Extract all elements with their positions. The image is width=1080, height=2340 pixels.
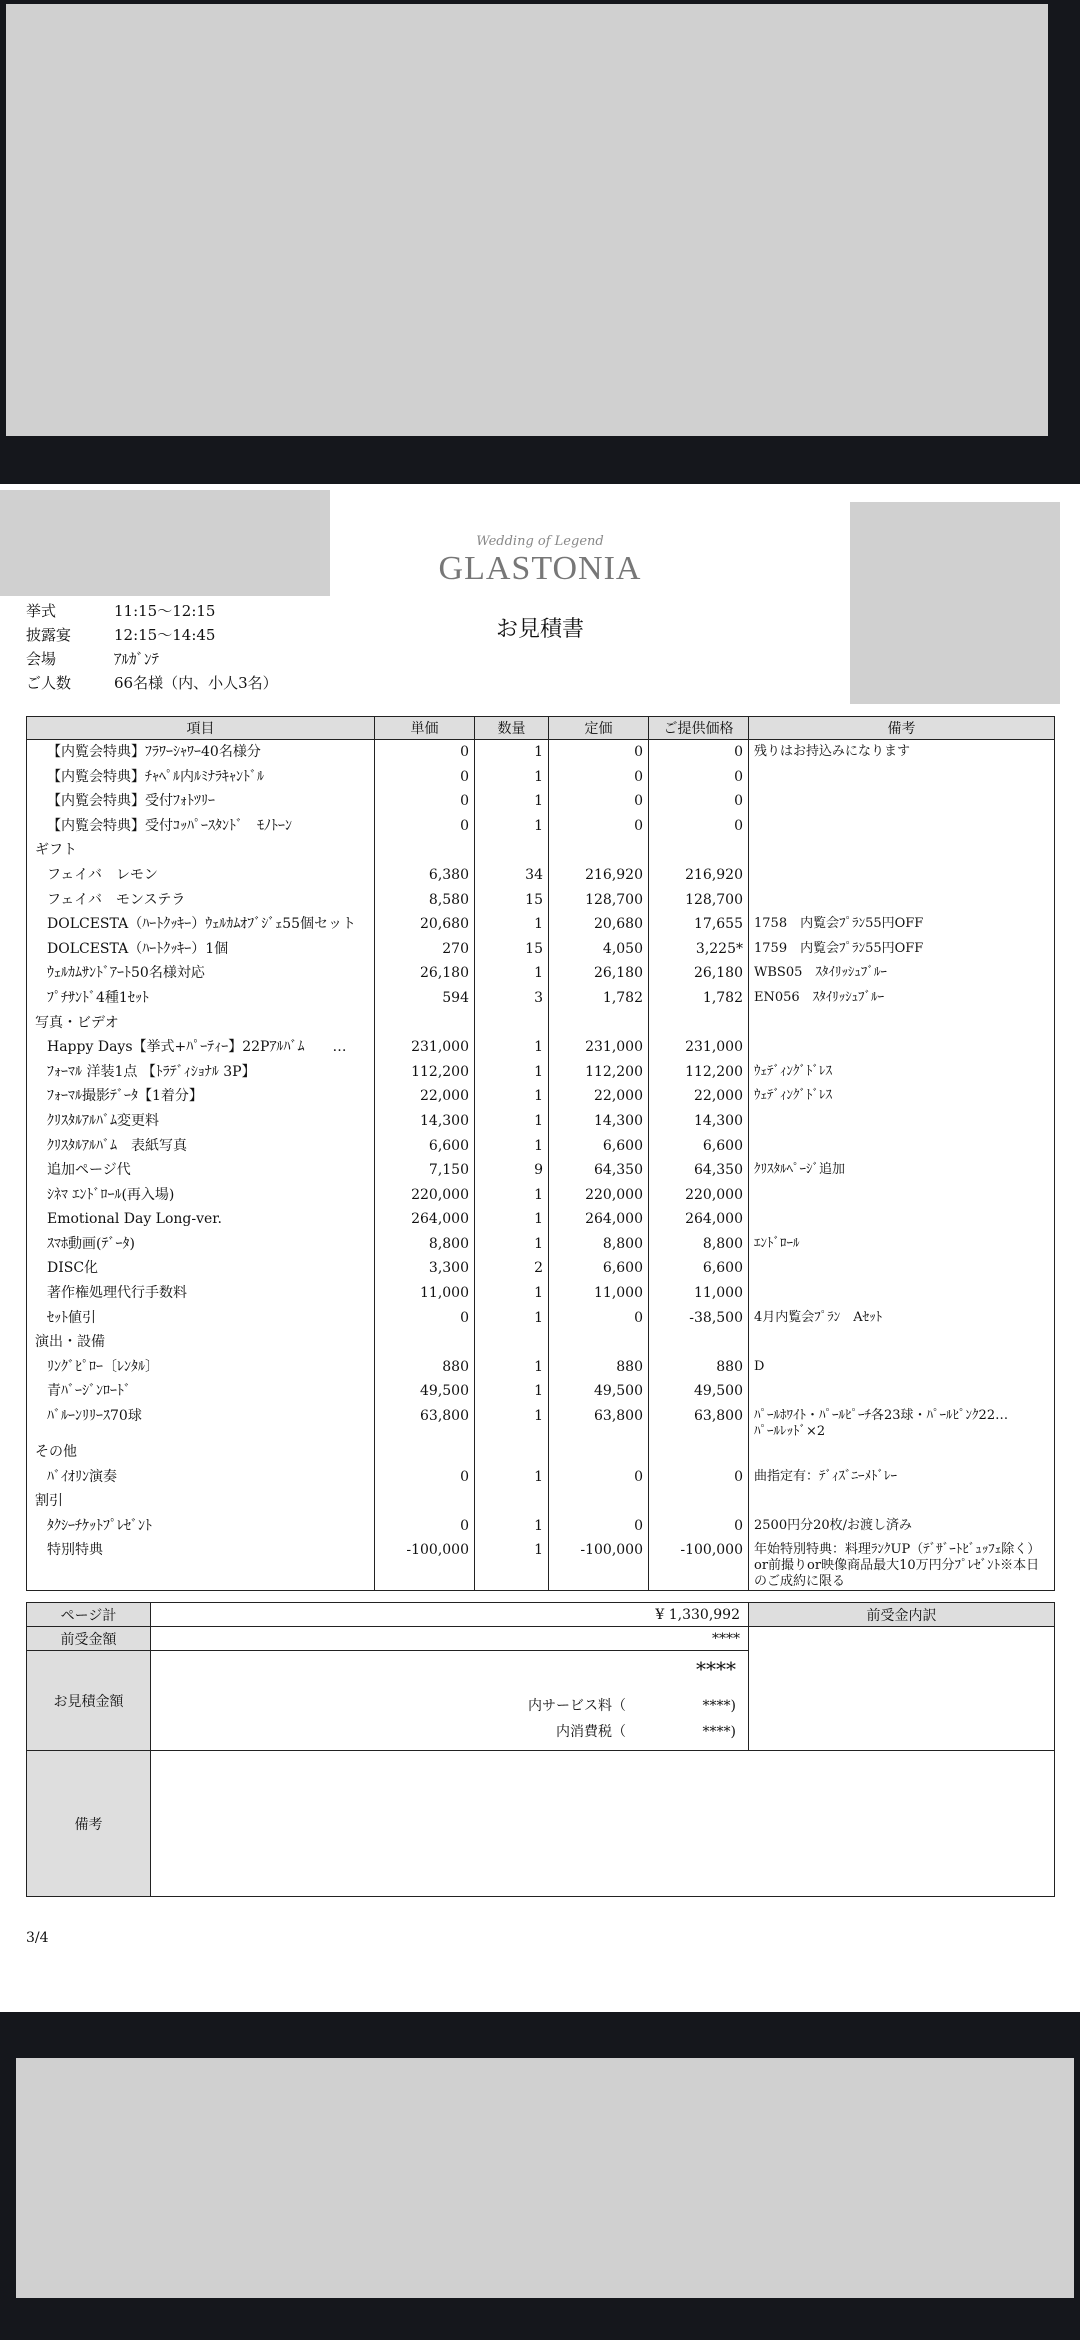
list-price: -100,000: [549, 1538, 649, 1591]
table-row: [27, 1281, 1055, 1306]
table-row: [27, 1306, 1055, 1331]
quantity: 1: [475, 1207, 549, 1232]
service-fee-value: ****): [702, 1698, 736, 1714]
unit-price: 8,800: [375, 1232, 475, 1257]
advance-breakdown-label: 前受金内訳: [749, 1603, 1055, 1627]
remark: ｴﾝﾄﾞﾛｰﾙ: [749, 1232, 1055, 1257]
remark: ｸﾘｽﾀﾙﾍﾟｰｼﾞ追加: [749, 1158, 1055, 1183]
table-row: [27, 1207, 1055, 1232]
list-price: 880: [549, 1355, 649, 1380]
col-header-qty: 数量: [475, 717, 549, 740]
table-row: [27, 765, 1055, 790]
remarks-cell: [151, 1751, 1055, 1897]
service-fee-line: [528, 1695, 736, 1715]
unit-price: 6,600: [375, 1134, 475, 1159]
redacted-region-bottom: [16, 2058, 1074, 2298]
unit-price: 7,150: [375, 1158, 475, 1183]
quantity: 15: [475, 888, 549, 913]
quantity: 1: [475, 1306, 549, 1331]
remark: [749, 1207, 1055, 1232]
list-price: 0: [549, 1465, 649, 1490]
offer-price: 14,300: [649, 1109, 749, 1134]
item-name: フェイバ レモン: [27, 863, 375, 888]
remarks-row: [27, 1751, 1055, 1897]
table-row: [27, 1514, 1055, 1539]
col-header-offer: ご提供価格: [649, 717, 749, 740]
quantity: 1: [475, 912, 549, 937]
unit-price: 594: [375, 986, 475, 1011]
empty-cell: [649, 1330, 749, 1355]
quantity: 1: [475, 740, 549, 765]
unit-price: 6,380: [375, 863, 475, 888]
unit-price: 112,200: [375, 1060, 475, 1085]
quantity: 1: [475, 1232, 549, 1257]
quantity: 1: [475, 1084, 549, 1109]
table-row: [27, 1465, 1055, 1490]
item-name: フェイバ モンステラ: [27, 888, 375, 913]
item-name: ｽﾏﾎ動画(ﾃﾞｰﾀ): [27, 1232, 375, 1257]
estimate-cell: [151, 1651, 749, 1751]
empty-cell: [649, 838, 749, 863]
category-row: [27, 1330, 1055, 1355]
empty-cell: [749, 1489, 1055, 1514]
empty-cell: [649, 1011, 749, 1036]
remark: ﾊﾟｰﾙﾎﾜｲﾄ・ﾊﾟｰﾙﾋﾟｰﾁ各23球・ﾊﾟｰﾙﾋﾟﾝｸ22… ﾊﾟｰﾙﾚｯﾄﾞ×2: [749, 1404, 1055, 1440]
empty-cell: [375, 838, 475, 863]
unit-price: 0: [375, 1514, 475, 1539]
remark: 1759 内覧会ﾌﾟﾗﾝ55円OFF: [749, 937, 1055, 962]
empty-cell: [749, 1330, 1055, 1355]
empty-cell: [375, 1489, 475, 1514]
table-header-row: [27, 717, 1055, 740]
quantity: 9: [475, 1158, 549, 1183]
list-price: 231,000: [549, 1035, 649, 1060]
list-price: 49,500: [549, 1379, 649, 1404]
list-price: 0: [549, 765, 649, 790]
list-price: 0: [549, 1514, 649, 1539]
advance-label: 前受金額: [27, 1627, 151, 1651]
unit-price: 0: [375, 789, 475, 814]
list-price: 6,600: [549, 1134, 649, 1159]
unit-price: 20,680: [375, 912, 475, 937]
remark: ｳｪﾃﾞｨﾝｸﾞﾄﾞﾚｽ: [749, 1084, 1055, 1109]
remark: 4月内覧会ﾌﾟﾗﾝ Aｾｯﾄ: [749, 1306, 1055, 1331]
offer-price: 231,000: [649, 1035, 749, 1060]
remark: [749, 1183, 1055, 1208]
offer-price: 0: [649, 814, 749, 839]
empty-cell: [549, 838, 649, 863]
unit-price: 8,580: [375, 888, 475, 913]
list-price: 264,000: [549, 1207, 649, 1232]
offer-price: 63,800: [649, 1404, 749, 1440]
table-row: [27, 1256, 1055, 1281]
offer-price: 3,225*: [649, 937, 749, 962]
empty-cell: [475, 1489, 549, 1514]
remark: 年始特別特典：料理ﾗﾝｸUP（ﾃﾞｻﾞｰﾄﾋﾞｭｯﾌｪ除く）or前撮りor映像商品最大10万円分ﾌﾟﾚｾﾞﾝﾄ※本日のご成約に限る: [749, 1538, 1055, 1591]
offer-price: 1,782: [649, 986, 749, 1011]
item-name: Happy Days【挙式+ﾊﾟｰﾃｨｰ】22Pｱﾙﾊﾞﾑ …: [27, 1035, 375, 1060]
quantity: 1: [475, 1281, 549, 1306]
info-value: 12:15～14:45: [114, 626, 216, 644]
unit-price: 220,000: [375, 1183, 475, 1208]
item-name: 特別特典: [27, 1538, 375, 1591]
col-header-remark: 備考: [749, 717, 1055, 740]
unit-price: 3,300: [375, 1256, 475, 1281]
quantity: 1: [475, 1538, 549, 1591]
remark: [749, 765, 1055, 790]
item-name: ﾊﾞｲｵﾘﾝ演奏: [27, 1465, 375, 1490]
remark: 1758 内覧会ﾌﾟﾗﾝ55円OFF: [749, 912, 1055, 937]
estimate-table: [26, 716, 1055, 1591]
offer-price: 880: [649, 1355, 749, 1380]
table-row: [27, 1404, 1055, 1440]
remark: [749, 789, 1055, 814]
empty-cell: [375, 1440, 475, 1465]
table-row: [27, 1060, 1055, 1085]
item-name: ｸﾘｽﾀﾙｱﾙﾊﾞﾑ変更料: [27, 1109, 375, 1134]
list-price: 11,000: [549, 1281, 649, 1306]
remark: [749, 888, 1055, 913]
list-price: 112,200: [549, 1060, 649, 1085]
remark: D: [749, 1355, 1055, 1380]
info-label: 挙式: [26, 602, 57, 620]
offer-price: -100,000: [649, 1538, 749, 1591]
offer-price: 128,700: [649, 888, 749, 913]
tax-label: 内消費税（: [556, 1724, 626, 1740]
empty-cell: [749, 838, 1055, 863]
quantity: 15: [475, 937, 549, 962]
quantity: 1: [475, 1465, 549, 1490]
list-price: 6,600: [549, 1256, 649, 1281]
venue-logo: GLASTONIA: [438, 550, 642, 587]
quantity: 1: [475, 1109, 549, 1134]
category-label: その他: [27, 1440, 375, 1465]
unit-price: 0: [375, 1465, 475, 1490]
list-price: 1,782: [549, 986, 649, 1011]
table-row: [27, 961, 1055, 986]
offer-price: 0: [649, 740, 749, 765]
list-price: 64,350: [549, 1158, 649, 1183]
service-fee-label: 内サービス料（: [528, 1698, 626, 1714]
page-title: お見積書: [495, 617, 584, 642]
item-name: Emotional Day Long-ver.: [27, 1207, 375, 1232]
quantity: 1: [475, 1379, 549, 1404]
item-name: ﾌﾟﾁｻﾝﾄﾞ4種1ｾｯﾄ: [27, 986, 375, 1011]
unit-price: 270: [375, 937, 475, 962]
list-price: 216,920: [549, 863, 649, 888]
table-row: [27, 888, 1055, 913]
empty-cell: [475, 1011, 549, 1036]
item-name: ｸﾘｽﾀﾙｱﾙﾊﾞﾑ 表紙写真: [27, 1134, 375, 1159]
info-label: 披露宴: [26, 626, 72, 644]
quantity: 1: [475, 1134, 549, 1159]
info-value: 66名様（内、小人3名）: [114, 674, 278, 692]
offer-price: 264,000: [649, 1207, 749, 1232]
category-row: [27, 1011, 1055, 1036]
page-total-label: ページ計: [27, 1603, 151, 1627]
offer-price: 64,350: [649, 1158, 749, 1183]
item-name: DOLCESTA（ﾊｰﾄｸｯｷｰ）1個: [27, 937, 375, 962]
empty-cell: [475, 1440, 549, 1465]
unit-price: 26,180: [375, 961, 475, 986]
offer-price: 0: [649, 1465, 749, 1490]
list-price: 0: [549, 740, 649, 765]
unit-price: 22,000: [375, 1084, 475, 1109]
table-row: [27, 912, 1055, 937]
offer-price: 26,180: [649, 961, 749, 986]
unit-price: 14,300: [375, 1109, 475, 1134]
item-name: 【内覧会特典】ﾁｬﾍﾟﾙ内ﾙﾐﾅﾗｷｬﾝﾄﾞﾙ: [27, 765, 375, 790]
offer-price: 0: [649, 1514, 749, 1539]
unit-price: 63,800: [375, 1404, 475, 1440]
unit-price: 0: [375, 814, 475, 839]
table-row: [27, 1355, 1055, 1380]
unit-price: 231,000: [375, 1035, 475, 1060]
empty-cell: [375, 1011, 475, 1036]
list-price: 26,180: [549, 961, 649, 986]
item-name: DOLCESTA（ﾊｰﾄｸｯｷｰ）ｳｪﾙｶﾑｵﾌﾞｼﾞｪ55個セット: [27, 912, 375, 937]
estimate-page: [0, 484, 1080, 2012]
quantity: 1: [475, 1404, 549, 1440]
list-price: 8,800: [549, 1232, 649, 1257]
remark: WBS05 ｽﾀｲﾘｯｼｭﾌﾞﾙｰ: [749, 961, 1055, 986]
estimate-label: お見積金額: [27, 1651, 151, 1751]
quantity: 1: [475, 961, 549, 986]
table-row: [27, 1109, 1055, 1134]
item-name: ﾊﾞﾙｰﾝﾘﾘｰｽ70球: [27, 1404, 375, 1440]
empty-cell: [649, 1489, 749, 1514]
estimate-value: ****: [696, 1657, 736, 1681]
empty-cell: [549, 1440, 649, 1465]
item-name: 追加ページ代: [27, 1158, 375, 1183]
category-row: [27, 1440, 1055, 1465]
offer-price: 0: [649, 789, 749, 814]
unit-price: 264,000: [375, 1207, 475, 1232]
offer-price: 11,000: [649, 1281, 749, 1306]
table-row: [27, 1183, 1055, 1208]
remark: [749, 1109, 1055, 1134]
empty-cell: [749, 1440, 1055, 1465]
item-name: ﾀｸｼｰﾁｹｯﾄﾌﾟﾚｾﾞﾝﾄ: [27, 1514, 375, 1539]
quantity: 1: [475, 765, 549, 790]
list-price: 128,700: [549, 888, 649, 913]
table-row: [27, 1538, 1055, 1591]
item-name: 【内覧会特典】ﾌﾗﾜｰｼｬﾜｰ40名様分: [27, 740, 375, 765]
remark: [749, 863, 1055, 888]
table-row: [27, 1158, 1055, 1183]
quantity: 1: [475, 789, 549, 814]
item-name: 【内覧会特典】受付ﾌｫﾄﾂﾘｰ: [27, 789, 375, 814]
unit-price: -100,000: [375, 1538, 475, 1591]
remark: [749, 814, 1055, 839]
list-price: 0: [549, 789, 649, 814]
offer-price: 49,500: [649, 1379, 749, 1404]
item-name: ﾌｫｰﾏﾙ 洋装1点 【ﾄﾗﾃﾞｨｼｮﾅﾙ 3P】: [27, 1060, 375, 1085]
col-header-list: 定価: [549, 717, 649, 740]
table-row: [27, 789, 1055, 814]
remark: 曲指定有：ﾃﾞｨｽﾞﾆｰﾒﾄﾞﾚｰ: [749, 1465, 1055, 1490]
page-total-row: [27, 1603, 1055, 1627]
table-row: [27, 1035, 1055, 1060]
remark: 2500円分20枚/お渡し済み: [749, 1514, 1055, 1539]
offer-price: 0: [649, 765, 749, 790]
item-name: ｼﾈﾏ ｴﾝﾄﾞﾛｰﾙ(再入場): [27, 1183, 375, 1208]
unit-price: 0: [375, 740, 475, 765]
list-price: 14,300: [549, 1109, 649, 1134]
remark: [749, 1379, 1055, 1404]
info-label: ご人数: [26, 674, 72, 692]
table-row: [27, 986, 1055, 1011]
quantity: 1: [475, 1514, 549, 1539]
table-row: [27, 814, 1055, 839]
unit-price: 11,000: [375, 1281, 475, 1306]
offer-price: 220,000: [649, 1183, 749, 1208]
table-row: [27, 1084, 1055, 1109]
tax-line: [556, 1721, 736, 1741]
category-row: [27, 838, 1055, 863]
item-name: ﾌｫｰﾏﾙ撮影ﾃﾞｰﾀ【1着分】: [27, 1084, 375, 1109]
list-price: 4,050: [549, 937, 649, 962]
table-row: [27, 1232, 1055, 1257]
empty-cell: [649, 1440, 749, 1465]
quantity: 3: [475, 986, 549, 1011]
table-row: [27, 740, 1055, 765]
offer-price: 112,200: [649, 1060, 749, 1085]
summary-table: [26, 1602, 1055, 1897]
offer-price: 17,655: [649, 912, 749, 937]
quantity: 2: [475, 1256, 549, 1281]
offer-price: 6,600: [649, 1134, 749, 1159]
empty-cell: [549, 1330, 649, 1355]
quantity: 1: [475, 814, 549, 839]
empty-cell: [375, 1330, 475, 1355]
unit-price: 0: [375, 1306, 475, 1331]
offer-price: 216,920: [649, 863, 749, 888]
empty-cell: [475, 838, 549, 863]
empty-cell: [549, 1489, 649, 1514]
remark: ｳｪﾃﾞｨﾝｸﾞﾄﾞﾚｽ: [749, 1060, 1055, 1085]
item-name: ｾｯﾄ値引: [27, 1306, 375, 1331]
empty-cell: [749, 1011, 1055, 1036]
unit-price: 0: [375, 765, 475, 790]
advance-row: [27, 1627, 1055, 1651]
item-name: 青ﾊﾞｰｼﾞﾝﾛｰﾄﾞ: [27, 1379, 375, 1404]
page-number: 3/4: [26, 1930, 49, 1946]
table-row: [27, 1379, 1055, 1404]
category-label: 演出・設備: [27, 1330, 375, 1355]
list-price: 0: [549, 1306, 649, 1331]
offer-price: 22,000: [649, 1084, 749, 1109]
list-price: 0: [549, 814, 649, 839]
category-row: [27, 1489, 1055, 1514]
info-label: 会場: [26, 650, 57, 668]
col-header-item: 項目: [27, 717, 375, 740]
item-name: 著作権処理代行手数料: [27, 1281, 375, 1306]
quantity: 1: [475, 1035, 549, 1060]
item-name: 【内覧会特典】受付ｺｯﾊﾟｰｽﾀﾝﾄﾞ ﾓﾉﾄｰﾝ: [27, 814, 375, 839]
item-name: ｳｪﾙｶﾑｻﾝﾄﾞｱｰﾄ50名様対応: [27, 961, 375, 986]
empty-cell: [475, 1330, 549, 1355]
info-value: 11:15～12:15: [114, 602, 216, 620]
col-header-unit: 単価: [375, 717, 475, 740]
offer-price: -38,500: [649, 1306, 749, 1331]
offer-price: 6,600: [649, 1256, 749, 1281]
redacted-region-top: [6, 4, 1048, 436]
quantity: 34: [475, 863, 549, 888]
list-price: 63,800: [549, 1404, 649, 1440]
advance-value: ****: [151, 1627, 749, 1651]
list-price: 20,680: [549, 912, 649, 937]
table-row: [27, 863, 1055, 888]
page-total-value: ¥ 1,330,992: [151, 1603, 749, 1627]
advance-breakdown-cell: [749, 1627, 1055, 1751]
quantity: 1: [475, 1183, 549, 1208]
item-name: DISC化: [27, 1256, 375, 1281]
logo-tagline: Wedding of Legend: [476, 534, 604, 549]
redacted-stamp-right: [850, 502, 1060, 704]
list-price: 22,000: [549, 1084, 649, 1109]
category-label: 写真・ビデオ: [27, 1011, 375, 1036]
tax-value: ****): [702, 1724, 736, 1740]
remark: [749, 1256, 1055, 1281]
empty-cell: [549, 1011, 649, 1036]
table-row: [27, 937, 1055, 962]
category-label: 割引: [27, 1489, 375, 1514]
list-price: 220,000: [549, 1183, 649, 1208]
quantity: 1: [475, 1060, 549, 1085]
info-value: ｱﾙｶﾞﾝﾃ: [114, 650, 160, 668]
remark: [749, 1035, 1055, 1060]
category-label: ギフト: [27, 838, 375, 863]
unit-price: 880: [375, 1355, 475, 1380]
unit-price: 49,500: [375, 1379, 475, 1404]
table-row: [27, 1134, 1055, 1159]
offer-price: 8,800: [649, 1232, 749, 1257]
remark: EN056 ｽﾀｲﾘｯｼｭﾌﾞﾙｰ: [749, 986, 1055, 1011]
remarks-label: 備考: [27, 1751, 151, 1897]
remark: 残りはお持込みになります: [749, 740, 1055, 765]
item-name: ﾘﾝｸﾞﾋﾟﾛｰ〔ﾚﾝﾀﾙ〕: [27, 1355, 375, 1380]
remark: [749, 1134, 1055, 1159]
quantity: 1: [475, 1355, 549, 1380]
remark: [749, 1281, 1055, 1306]
